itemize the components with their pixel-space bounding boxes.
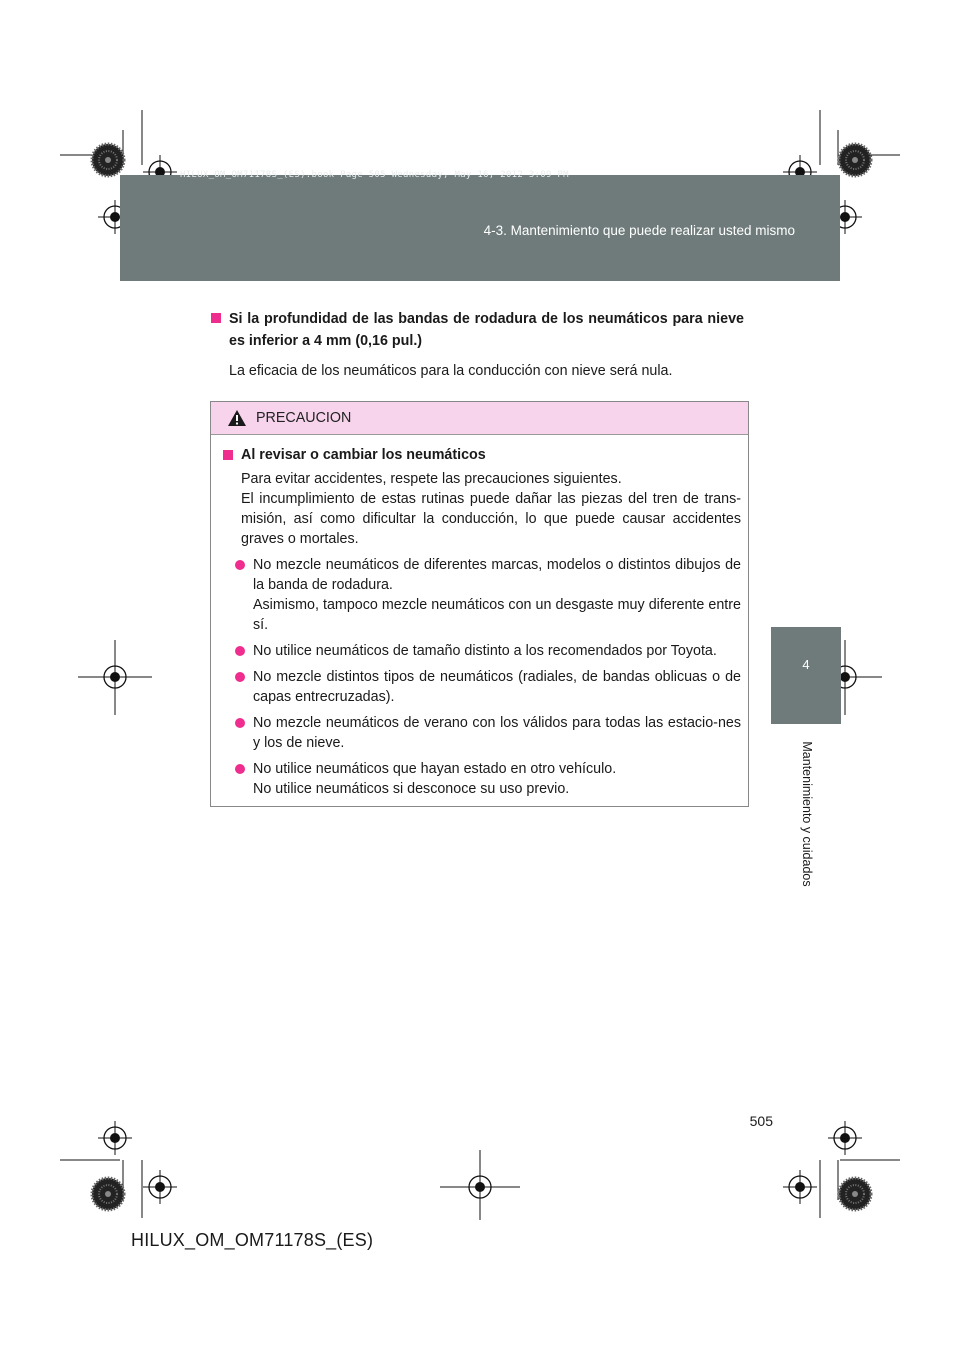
document-code: HILUX_OM_OM71178S_(ES)	[131, 1230, 374, 1250]
square-bullet-icon	[211, 313, 221, 323]
intro-heading-text: Si la profundidad de las bandas de rodadura de los neumáticos para nieve es inferior a 4 mm (0,16 pul.)	[229, 311, 744, 349]
header-band	[120, 175, 840, 281]
caution-para-1: Para evitar accidentes, respete las precauciones siguientes.	[241, 471, 622, 487]
chapter-label-text: Mantenimiento y cuidados	[800, 741, 814, 887]
caution-heading-text: Al revisar o cambiar los neumáticos	[241, 447, 486, 463]
intro-body: La eficacia de los neumáticos para la conducción con nieve será nula.	[229, 363, 673, 379]
caution-para-2: El incumplimiento de estas rutinas puede dañar las piezas del tren de trans-misión, así como dificultar la conducción, lo que puede causar accidentes graves o mortales.	[241, 491, 741, 547]
list-item-text: No utilice neumáticos si desconoce su uso previo.	[253, 781, 570, 797]
caution-box	[210, 401, 749, 807]
round-bullet-icon	[235, 672, 245, 682]
section-title: 4-3. Mantenimiento que puede realizar usted mismo	[483, 223, 795, 238]
list-item-text: No mezcle distintos tipos de neumáticos (radiales, de bandas oblicuas o de capas entrecruzadas).	[253, 669, 741, 705]
list-item	[223, 641, 741, 661]
list-item-text: No utilice neumáticos que hayan estado en otro vehículo.	[253, 761, 617, 777]
list-item-text: No mezcle neumáticos de diferentes marcas, modelos o distintos dibujos de la banda de rodadura.	[253, 557, 741, 593]
list-item	[223, 759, 741, 799]
caution-heading	[223, 445, 741, 465]
round-bullet-icon	[235, 646, 245, 656]
list-item	[223, 713, 741, 753]
chapter-label	[797, 727, 817, 907]
list-item-text: Asimismo, tampoco mezcle neumáticos con un desgaste muy diferente entre sí.	[253, 597, 741, 633]
chapter-tab	[771, 627, 841, 724]
round-bullet-icon	[235, 718, 245, 728]
round-bullet-icon	[235, 764, 245, 774]
list-item	[223, 667, 741, 707]
caution-content	[211, 435, 748, 799]
chapter-number: 4	[802, 657, 810, 672]
warning-icon	[227, 409, 247, 427]
list-item-text: No mezcle neumáticos de verano con los válidos para todas las estacio-nes y los de nieve.	[253, 715, 741, 751]
intro-heading	[211, 308, 744, 352]
round-bullet-icon	[235, 560, 245, 570]
intro-section	[211, 308, 744, 382]
print-info: HILUX_OM_OM71178S_(ES).book Page 505 Wednesday, May 16, 2012 3:09 PM	[180, 170, 569, 180]
page-number: 505	[749, 1113, 773, 1129]
caution-title: PRECAUCION	[256, 410, 352, 426]
caution-paragraph	[223, 469, 741, 549]
list-item	[223, 555, 741, 635]
list-item-text: No utilice neumáticos de tamaño distinto a los recomendados por Toyota.	[253, 643, 717, 659]
square-bullet-icon	[223, 450, 233, 460]
caution-header	[211, 402, 748, 435]
